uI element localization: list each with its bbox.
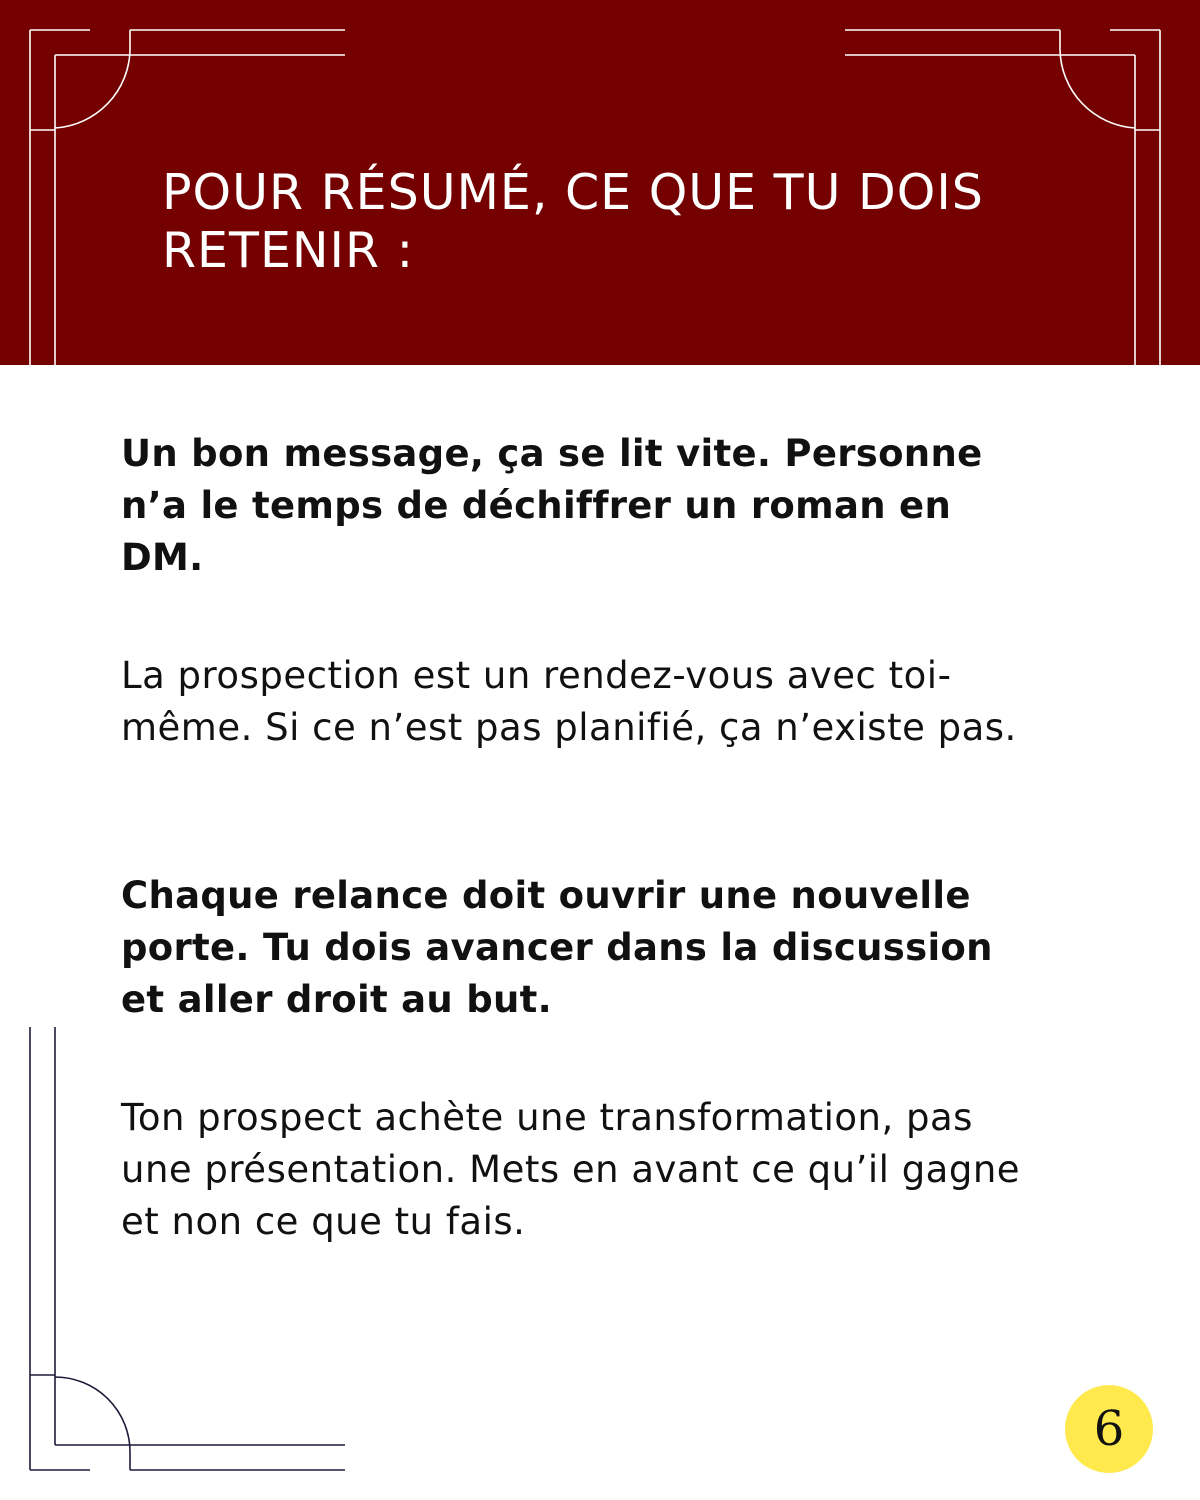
- page-title: POUR RÉSUMÉ, CE QUE TU DOIS RETENIR :: [162, 164, 984, 279]
- summary-point-1: Un bon message, ça se lit vite. Personne n’a le temps de déchiffrer un roman en DM.: [121, 432, 983, 579]
- page-number-badge: [1065, 1385, 1153, 1473]
- summary-point-2: La prospection est un rendez-vous avec toi-même. Si ce n’est pas planifié, ça n’existe pas.: [121, 654, 1017, 749]
- header-banner: [0, 0, 1200, 365]
- summary-point-4: Ton prospect achète une transformation, pas une présentation. Mets en avant ce qu’il gagne et non ce que tu fais.: [121, 1096, 1021, 1243]
- summary-point-3: Chaque relance doit ouvrir une nouvelle porte. Tu dois avancer dans la discussion et aller droit au but.: [121, 874, 993, 1021]
- page-number: 6: [1093, 1401, 1125, 1457]
